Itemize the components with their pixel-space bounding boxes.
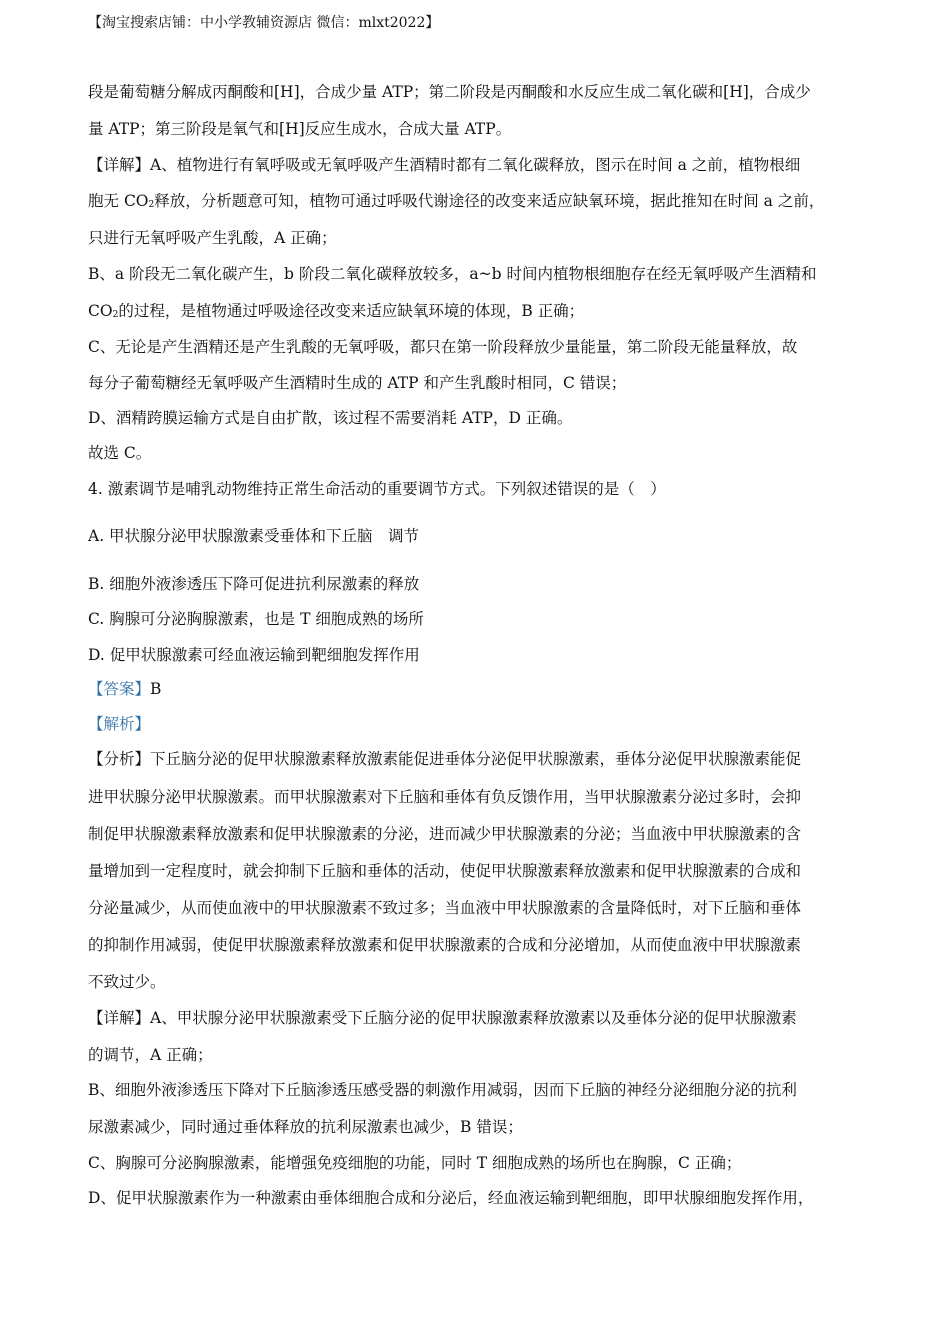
text-line: B、细胞外液渗透压下降对下丘脑渗透压感受器的刺激作用减弱，因而下丘脑的神经分泌细胞分泌的抗利	[88, 1081, 797, 1099]
text-line: 尿激素减少，同时通过垂体释放的抗利尿激素也减少，B 错误；	[88, 1118, 523, 1136]
text-line: 分泌量减少，从而使血液中的甲状腺激素不致过多；当血液中甲状腺激素的含量降低时，对下丘脑和垂体	[88, 899, 802, 917]
text-line: C、无论是产生酒精还是产生乳酸的无氧呼吸，都只在第一阶段释放少量能量，第二阶段无能量释放，故	[88, 338, 798, 356]
answer-value: B	[150, 680, 162, 698]
text-line: D、促甲状腺激素作为一种激素由垂体细胞合成和分泌后，经血液运输到靶细胞，即甲状腺细胞发挥作用，	[88, 1189, 814, 1207]
text-line: B、a 阶段无二氧化碳产生，b 阶段二氧化碳释放较多，a~b 时间内植物根细胞存在经无氧呼吸产生酒精和	[88, 265, 817, 283]
text-line: C、胸腺可分泌胸腺激素，能增强免疫细胞的功能，同时 T 细胞成熟的场所也在胸腺，C 正确；	[88, 1154, 742, 1172]
text-line: 量增加到一定程度时，就会抑制下丘脑和垂体的活动，使促甲状腺激素释放激素和促甲状腺激素的合成和	[88, 862, 802, 880]
text-line: 只进行无氧呼吸产生乳酸，A 正确；	[88, 229, 337, 247]
text-line: 【分析】下丘脑分泌的促甲状腺激素释放激素能促进垂体分泌促甲状腺激素，垂体分泌促甲状腺激素能促	[88, 750, 802, 768]
question-stem: 4. 激素调节是哺乳动物维持正常生命活动的重要调节方式。下列叙述错误的是（ ）	[88, 480, 666, 498]
text-line: 【详解】A、植物进行有氧呼吸或无氧呼吸产生酒精时都有二氧化碳释放，图示在时间 a 之前，植物根细	[88, 156, 801, 174]
option-c: C. 胸腺可分泌胸腺激素，也是 T 细胞成熟的场所	[88, 610, 424, 628]
text-line: 故选 C。	[88, 444, 152, 462]
answer-label: 【答案】	[88, 680, 151, 698]
text-line: 不致过少。	[88, 973, 166, 991]
text-line: 段是葡萄糖分解成丙酮酸和[H]，合成少量 ATP；第二阶段是丙酮酸和水反应生成二氧化碳和[H]，合成少	[88, 83, 811, 101]
text-line: 的调节，A 正确；	[88, 1046, 213, 1064]
text-line: $CO_2$的过程，是植物通过呼吸途径改变来适应缺氧环境的体现，B 正确；	[88, 302, 585, 320]
subscript-2: 2	[112, 310, 119, 320]
text-line: 【详解】A、甲状腺分泌甲状腺激素受下丘脑分泌的促甲状腺激素释放激素以及垂体分泌的促甲状腺激素	[88, 1009, 797, 1027]
option-b: B. 细胞外液渗透压下降可促进抗利尿激素的释放	[88, 575, 420, 593]
text-line: 胞无 $CO_2$释放，分析题意可知，植物可通过呼吸代谢途径的改变来适应缺氧环境，据此推知在时间 a 之前，	[88, 192, 825, 210]
option-a: A. 甲状腺分泌甲状腺激素受垂体和下丘脑 调节	[88, 527, 420, 545]
text-line: 的抑制作用减弱，使促甲状腺激素释放激素和促甲状腺激素的合成和分泌增加，从而使血液中甲状腺激素	[88, 936, 802, 954]
answer-line	[88, 679, 161, 699]
text-line: D、酒精跨膜运输方式是自由扩散，该过程不需要消耗 ATP，D 正确。	[88, 409, 573, 427]
option-d: D. 促甲状腺激素可经血液运输到靶细胞发挥作用	[88, 646, 420, 664]
subscript-2: 2	[148, 200, 155, 210]
text-line: 制促甲状腺激素释放激素和促甲状腺激素的分泌，进而减少甲状腺激素的分泌；当血液中甲状腺激素的含	[88, 825, 802, 843]
page-header: 【淘宝搜索店铺：中小学教辅资源店 微信：mlxt2022】	[88, 15, 440, 31]
text-line: 每分子葡萄糖经无氧呼吸产生酒精时生成的 ATP 和产生乳酸时相同，C 错误；	[88, 374, 627, 392]
analysis-label: 【解析】	[88, 715, 151, 733]
text-line: 量 ATP；第三阶段是氧气和[H]反应生成水，合成大量 ATP。	[88, 120, 512, 138]
text-line: 进甲状腺分泌甲状腺激素。而甲状腺激素对下丘脑和垂体有负反馈作用，当甲状腺激素分泌过多时，会抑	[88, 788, 802, 806]
